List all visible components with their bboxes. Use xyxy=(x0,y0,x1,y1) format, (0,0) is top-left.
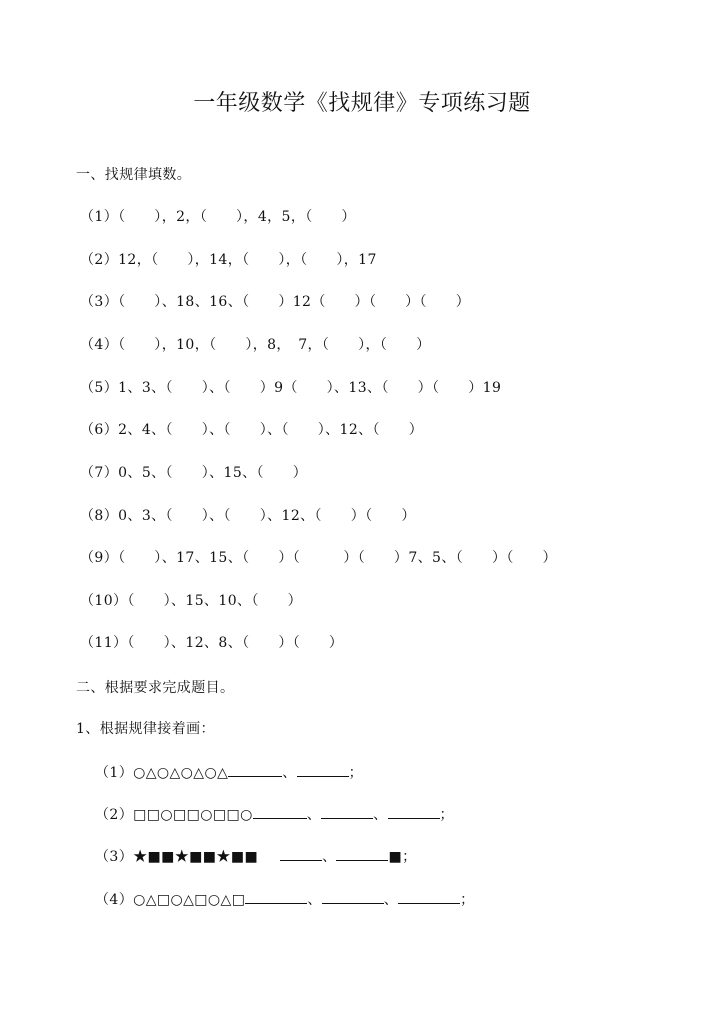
sequence-item-10: （10）（ ）、15、10、（ ） xyxy=(80,593,303,609)
sequence-item-4: （4）（ ），10，（ ），8， 7，（ ），（ ） xyxy=(80,337,431,353)
shape-pattern: ○△○△○△○△ xyxy=(133,765,229,781)
answer-blank[interactable] xyxy=(245,889,307,904)
pattern-item-1 xyxy=(95,762,363,782)
pattern-item-2 xyxy=(95,804,454,824)
line-end: ； xyxy=(439,807,454,823)
line-end: ； xyxy=(402,849,417,865)
answer-blank[interactable] xyxy=(336,846,388,861)
pattern-item-3 xyxy=(95,846,417,866)
section2-subheading: 1、根据规律接着画： xyxy=(76,721,215,737)
answer-blank[interactable] xyxy=(321,804,373,819)
sequence-item-1: （1）（ ），2，（ ），4，5，（ ） xyxy=(80,209,356,225)
separator: 、 xyxy=(307,892,322,908)
shape-pattern: ★■■★■■★■■ xyxy=(133,849,259,865)
sequence-item-11: （11）（ ）、12、8、（ ）（ ） xyxy=(80,635,344,651)
section1-heading: 一、找规律填数。 xyxy=(76,167,192,183)
sequence-item-7: （7）0、5、（ ）、15、（ ） xyxy=(80,465,308,481)
answer-blank[interactable] xyxy=(253,804,307,819)
answer-blank[interactable] xyxy=(297,762,349,777)
answer-blank[interactable] xyxy=(398,889,460,904)
pattern-label: （4） xyxy=(95,892,134,908)
separator: 、 xyxy=(322,849,337,865)
shape-pattern: ○△□○△□○△□ xyxy=(133,892,246,908)
section2-heading: 二、根据要求完成题目。 xyxy=(76,680,235,696)
sequence-item-3: （3）（ ）、18、16、（ ）12（ ）（ ）（ ） xyxy=(80,294,471,310)
pattern-label: （1） xyxy=(95,765,134,781)
answer-blank[interactable] xyxy=(388,804,440,819)
line-end: ； xyxy=(460,892,475,908)
page-title: 一年级数学《找规律》专项练习题 xyxy=(193,91,531,116)
pattern-label: （2） xyxy=(95,807,134,823)
answer-blank[interactable] xyxy=(280,846,322,861)
pattern-item-4 xyxy=(95,889,475,909)
pattern-label: （3） xyxy=(95,849,134,865)
shape-pattern: □□○□□○□□○ xyxy=(133,807,253,823)
separator: 、 xyxy=(383,892,399,908)
sequence-item-8: （8）0、3、（ ）、（ ）、12、（ ）（ ） xyxy=(80,508,416,524)
answer-blank[interactable] xyxy=(322,889,384,904)
pattern-tail: ■ xyxy=(388,849,403,865)
sequence-item-9: （9）（ ）、17、15、（ ）（ ）（ ）7、5、（ ）（ ） xyxy=(80,550,557,566)
separator: 、 xyxy=(306,807,322,823)
separator: 、 xyxy=(282,765,297,781)
line-end: ； xyxy=(348,765,364,781)
sequence-item-6: （6）2、4、（ ）、（ ）、（ ）、12、（ ） xyxy=(80,422,424,438)
sequence-item-5: （5）1、3、（ ）、（ ）9（ ）、13、（ ）（ ）19 xyxy=(80,380,502,396)
sequence-item-2: （2）12，（ ），14，（ ），（ ），17 xyxy=(80,252,377,268)
separator: 、 xyxy=(373,807,388,823)
answer-blank[interactable] xyxy=(228,762,282,777)
